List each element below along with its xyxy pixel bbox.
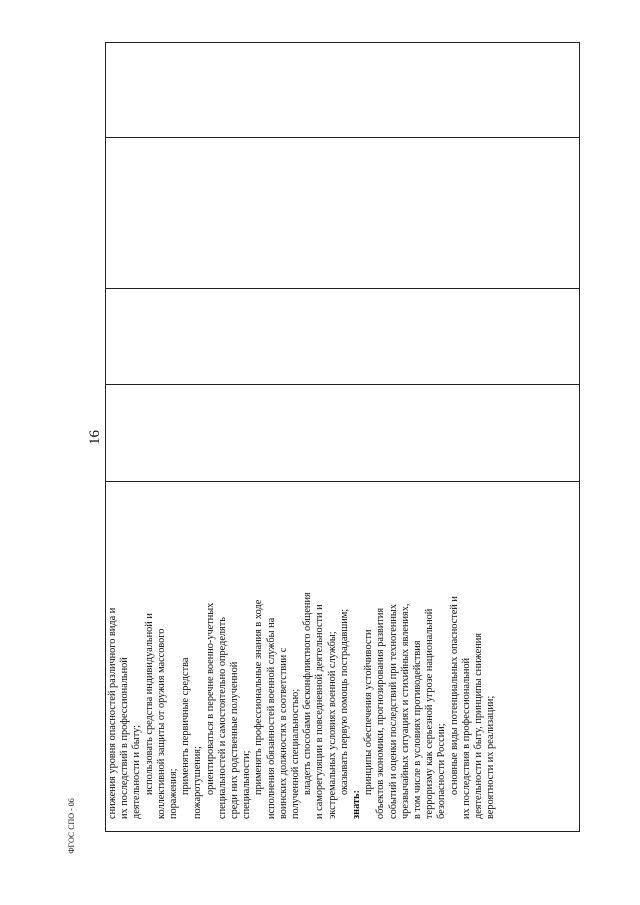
content-line: владеть способами бесконфликтного общения [302,592,314,795]
content-line: знать: [351,790,363,819]
content-line: чрезвычайных ситуациях и стихийных явлениях, [399,603,411,819]
content-line: безопасности России; [436,723,448,819]
page-number: 16 [87,430,103,445]
content-line: применять профессиональные знания в ходе [253,599,265,795]
content-line: принципы обеспечения устойчивости [363,629,375,795]
table-divider [106,137,579,138]
content-line: ориентироваться в перечне военно-учетных [204,602,216,795]
content-line: деятельности и быту, принципы снижения [473,633,485,819]
content-line: полученной специальностью; [290,688,302,819]
content-line: событий и оценки последствий при техногенных [387,604,399,819]
content-line: коллективной защиты от оружия массового [155,628,167,819]
content-line: применять первичные средства [180,657,192,795]
content-line: специальности; [241,750,253,819]
content-line: экстремальных условиях военной службы; [326,631,338,819]
content-line: пожаротушения; [192,746,204,819]
content-line: использовать средства индивидуальной и [143,613,155,795]
content-cell-text [105,480,497,823]
content-line: объектов экономики, прогнозирования развития [375,607,387,819]
content-line: поражения; [168,768,180,819]
content-line: их последствия в профессиональной [460,658,472,819]
page-footer: ФГОС СПО - 06 [66,798,76,854]
content-line: деятельности и быту; [131,725,143,819]
table-divider [106,288,579,289]
content-line: снижения уровня опасностей различного вида и [107,607,118,819]
content-line: исполнения обязанностей военной службы на [265,617,277,819]
content-line: и саморегуляции в повседневной деятельности и [314,604,326,819]
content-line: специальностей и самостоятельно определять [216,617,228,819]
table-divider [106,384,579,385]
content-line: в том числе в условиях противодействия [412,640,424,819]
content-line: среди них родственные полученной [229,661,241,819]
content-line: основные виды потенциальных опасностей и [448,596,460,795]
content-line: вероятности их реализации; [485,695,497,819]
content-line: их последствий в профессиональной [119,657,131,819]
content-line: терроризму как серьезной угрозе национальной [424,608,436,819]
content-line: оказывать первую помощь пострадавшим; [338,608,350,795]
content-line: воинских должностях в соответствии с [277,647,289,819]
content-cell [105,480,497,823]
